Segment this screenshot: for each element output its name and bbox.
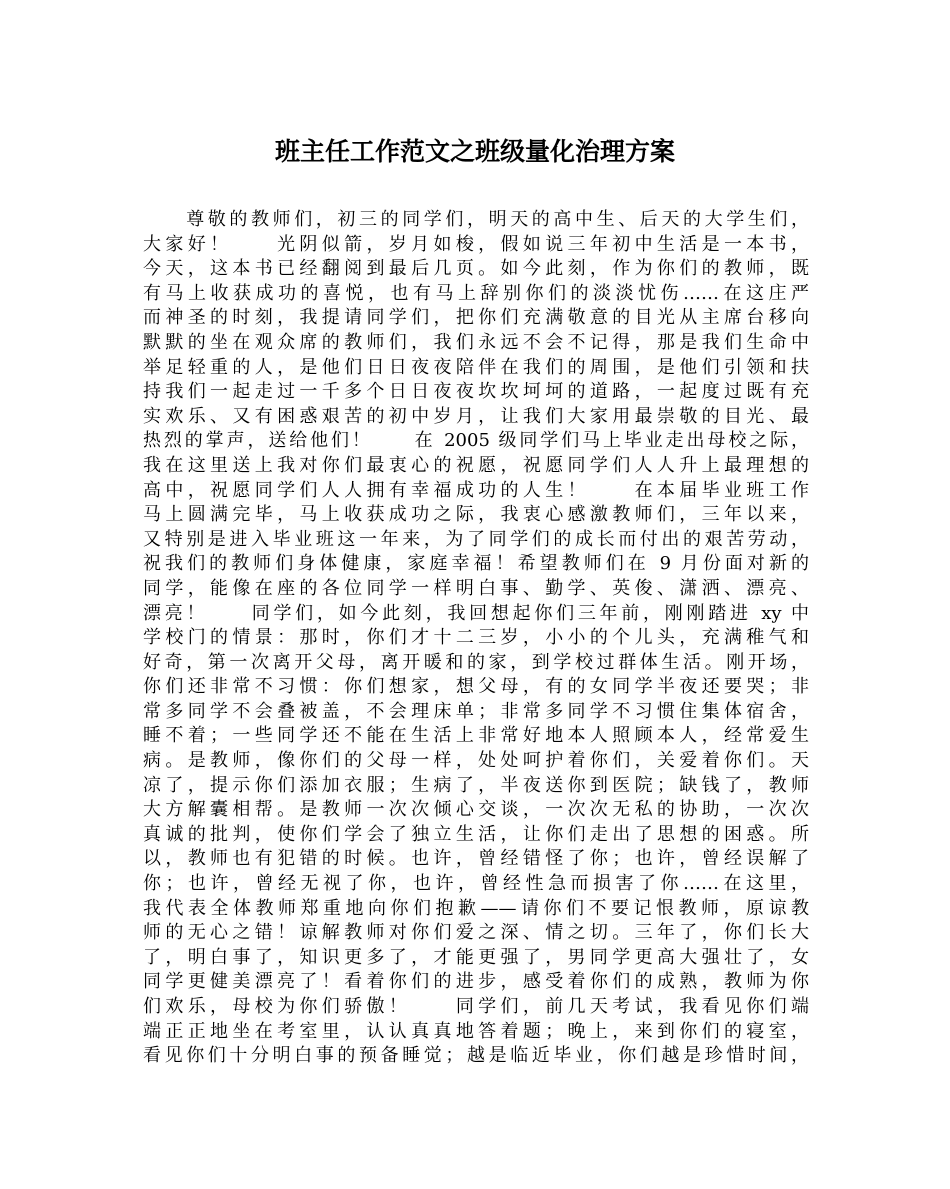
text-line: 常多同学不会叠被盖，不会理床单；非常多同学不习惯住集体宿舍， xyxy=(143,700,809,722)
text-line: 同学，能像在座的各位同学一样明白事、勤学、英俊、潇洒、漂亮、 xyxy=(143,577,809,599)
text-line: 有马上收获成功的喜悦，也有马上辞别你们的淡淡忧伤……在这庄严 xyxy=(143,282,809,304)
text-line: 端正正地坐在考室里，认认真真地答着题；晚上，来到你们的寝室， xyxy=(143,1020,809,1042)
text-line: 好奇，第一次离开父母，离开暖和的家，到学校过群体生活。刚开场， xyxy=(143,651,809,673)
text-line: 你们还非常不习惯：你们想家，想父母，有的女同学半夜还要哭；非 xyxy=(143,676,809,698)
text-line: 以，教师也有犯错的时候。也许，曾经错怪了你；也许，曾经误解了 xyxy=(143,848,809,870)
text-line: 而神圣的时刻，我提请同学们，把你们充满敬意的目光从主席台移向 xyxy=(143,307,809,329)
text-line: 我在这里送上我对你们最衷心的祝愿，祝愿同学们人人升上最理想的 xyxy=(143,454,809,476)
text-line: 我代表全体教师郑重地向你们抱歉——请你们不要记恨教师，原谅教 xyxy=(143,897,809,919)
text-line: 大家好！ 光阴似箭，岁月如梭，假如说三年初中生活是一本书， xyxy=(143,233,809,255)
text-line: 同学更健美漂亮了！看着你们的进步，感受着你们的成熟，教师为你 xyxy=(143,971,809,993)
text-line: 了，明白事了，知识更多了，才能更强了，男同学更高大强壮了，女 xyxy=(143,946,809,968)
text-line: 凉了，提示你们添加衣服；生病了，半夜送你到医院；缺钱了，教师 xyxy=(143,774,809,796)
page-title: 班主任工作范文之班级量化治理方案 xyxy=(274,137,675,166)
text-line: 看见你们十分明白事的预备睡觉；越是临近毕业，你们越是珍惜时间， xyxy=(143,1045,809,1067)
text-line: 病。是教师，像你们的父母一样，处处呵护着你们，关爱着你们。天 xyxy=(143,750,809,772)
text-line: 真诚的批判，使你们学会了独立生活，让你们走出了思想的困惑。所 xyxy=(143,823,809,845)
text-line: 们欢乐，母校为你们骄傲！ 同学们，前几天考试，我看见你们端 xyxy=(143,996,809,1017)
text-line: 举足轻重的人，是他们日日夜夜陪伴在我们的周围，是他们引领和扶 xyxy=(143,356,809,378)
text-line: 高中，祝愿同学们人人拥有幸福成功的人生！ 在本届毕业班工作 xyxy=(143,479,809,501)
text-line: 持我们一起走过一千多个日日夜夜坎坎坷坷的道路，一起度过既有充 xyxy=(143,381,809,403)
text-line: 马上圆满完毕，马上收获成功之际，我衷心感激教师们，三年以来， xyxy=(143,504,809,526)
text-line: 漂亮！ 同学们，如今此刻，我回想起你们三年前，刚刚踏进 xy 中 xyxy=(143,602,809,624)
text-line: 你；也许，曾经无视了你，也许，曾经性急而损害了你……在这里， xyxy=(143,873,809,895)
body-paragraph xyxy=(143,208,809,1069)
text-line: 尊敬的教师们，初三的同学们，明天的高中生、后天的大学生们， xyxy=(143,209,809,230)
text-line: 实欢乐、又有困惑艰苦的初中岁月，让我们大家用最崇敬的目光、最 xyxy=(143,405,809,427)
text-line: 热烈的掌声，送给他们！ 在 2005 级同学们马上毕业走出母校之际， xyxy=(143,430,809,452)
text-line: 大方解囊相帮。是教师一次次倾心交谈，一次次无私的协助，一次次 xyxy=(143,799,809,821)
text-line: 默默的坐在观众席的教师们，我们永远不会不记得，那是我们生命中 xyxy=(143,331,809,353)
text-line: 学校门的情景：那时，你们才十二三岁，小小的个儿头，充满稚气和 xyxy=(143,627,809,649)
text-line: 睡不着；一些同学还不能在生活上非常好地本人照顾本人，经常爱生 xyxy=(143,725,809,747)
text-line: 今天，这本书已经翻阅到最后几页。如今此刻，作为你们的教师，既 xyxy=(143,258,809,280)
text-line: 师的无心之错！谅解教师对你们爱之深、情之切。三年了，你们长大 xyxy=(143,922,809,944)
text-line: 又特别是进入毕业班这一年来，为了同学们的成长而付出的艰苦劳动， xyxy=(143,528,809,550)
text-line: 祝我们的教师们身体健康，家庭幸福！希望教师们在 9 月份面对新的 xyxy=(143,553,809,575)
